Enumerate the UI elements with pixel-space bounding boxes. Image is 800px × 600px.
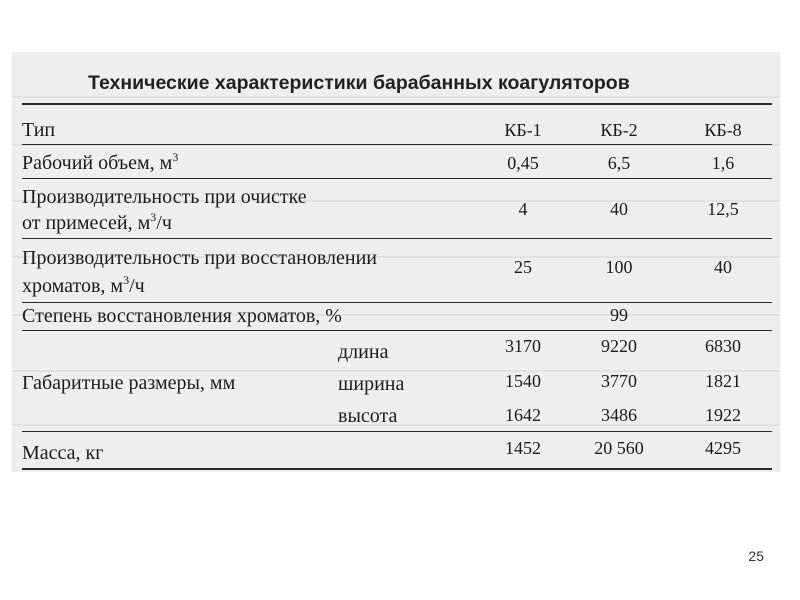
row-label-volume: Рабочий объем, $м^3$ bbox=[22, 150, 179, 174]
table-cell: 100 bbox=[605, 257, 633, 277]
table-cell: 4295 bbox=[705, 438, 741, 458]
row-rule bbox=[22, 431, 772, 432]
table-cell: 1642 bbox=[505, 405, 541, 425]
table-cell: 20 560 bbox=[594, 438, 644, 458]
dimension-width-label: ширина bbox=[338, 373, 405, 395]
row-rule bbox=[22, 178, 772, 179]
dimension-height-label: высота bbox=[338, 405, 398, 427]
slide-number: 25 bbox=[748, 548, 764, 564]
table-cell: 25 bbox=[514, 257, 532, 277]
column-header: КБ-1 bbox=[504, 120, 542, 140]
column-header: КБ-2 bbox=[600, 120, 638, 140]
table-cell: 1540 bbox=[505, 371, 541, 391]
table-cell: 3770 bbox=[601, 371, 637, 391]
table-cell: 12,5 bbox=[707, 199, 739, 219]
table-cell: 99 bbox=[610, 305, 628, 325]
table-cell: 1922 bbox=[705, 405, 741, 425]
table-bottom-rule bbox=[22, 468, 772, 470]
row-label-degree: Степень восстановления хроматов, % bbox=[22, 305, 342, 327]
table-cell: 1,6 bbox=[711, 153, 735, 173]
row-label-mass: Масса, кг bbox=[22, 442, 104, 464]
row-label-dimensions: Габаритные размеры, мм bbox=[22, 372, 236, 394]
row-rule bbox=[22, 330, 772, 331]
table-cell: 40 bbox=[610, 199, 628, 219]
row-rule bbox=[22, 238, 772, 239]
table-cell: 4 bbox=[518, 199, 528, 219]
row-label-purify-unit: от примесей, $м^3/ч$ bbox=[22, 210, 172, 234]
dimension-length-label: длина bbox=[338, 341, 389, 363]
row-label-restore: Производительность при восстановлении bbox=[22, 247, 377, 269]
table-cell: 6830 bbox=[705, 336, 741, 356]
table-cell: 3486 bbox=[601, 405, 637, 425]
table-cell: 9220 bbox=[601, 336, 637, 356]
table-cell: 1452 bbox=[505, 438, 541, 458]
table-title: Технические характеристики барабанных коагуляторов bbox=[88, 72, 630, 94]
row-rule bbox=[22, 302, 772, 303]
row-label-purify: Производительность при очистке bbox=[22, 186, 307, 208]
table-cell: 1821 bbox=[705, 371, 741, 391]
table-cell: 0,45 bbox=[507, 153, 539, 173]
table-cell: 40 bbox=[714, 257, 732, 277]
table-top-rule bbox=[22, 103, 772, 105]
type-header: Тип bbox=[22, 119, 56, 141]
table-cell: 6,5 bbox=[607, 153, 631, 173]
header-rule bbox=[22, 144, 772, 145]
row-label-restore-unit: хроматов, $м^3/ч$ bbox=[22, 273, 145, 297]
table-cell: 3170 bbox=[505, 336, 541, 356]
column-header: КБ-8 bbox=[704, 120, 742, 140]
